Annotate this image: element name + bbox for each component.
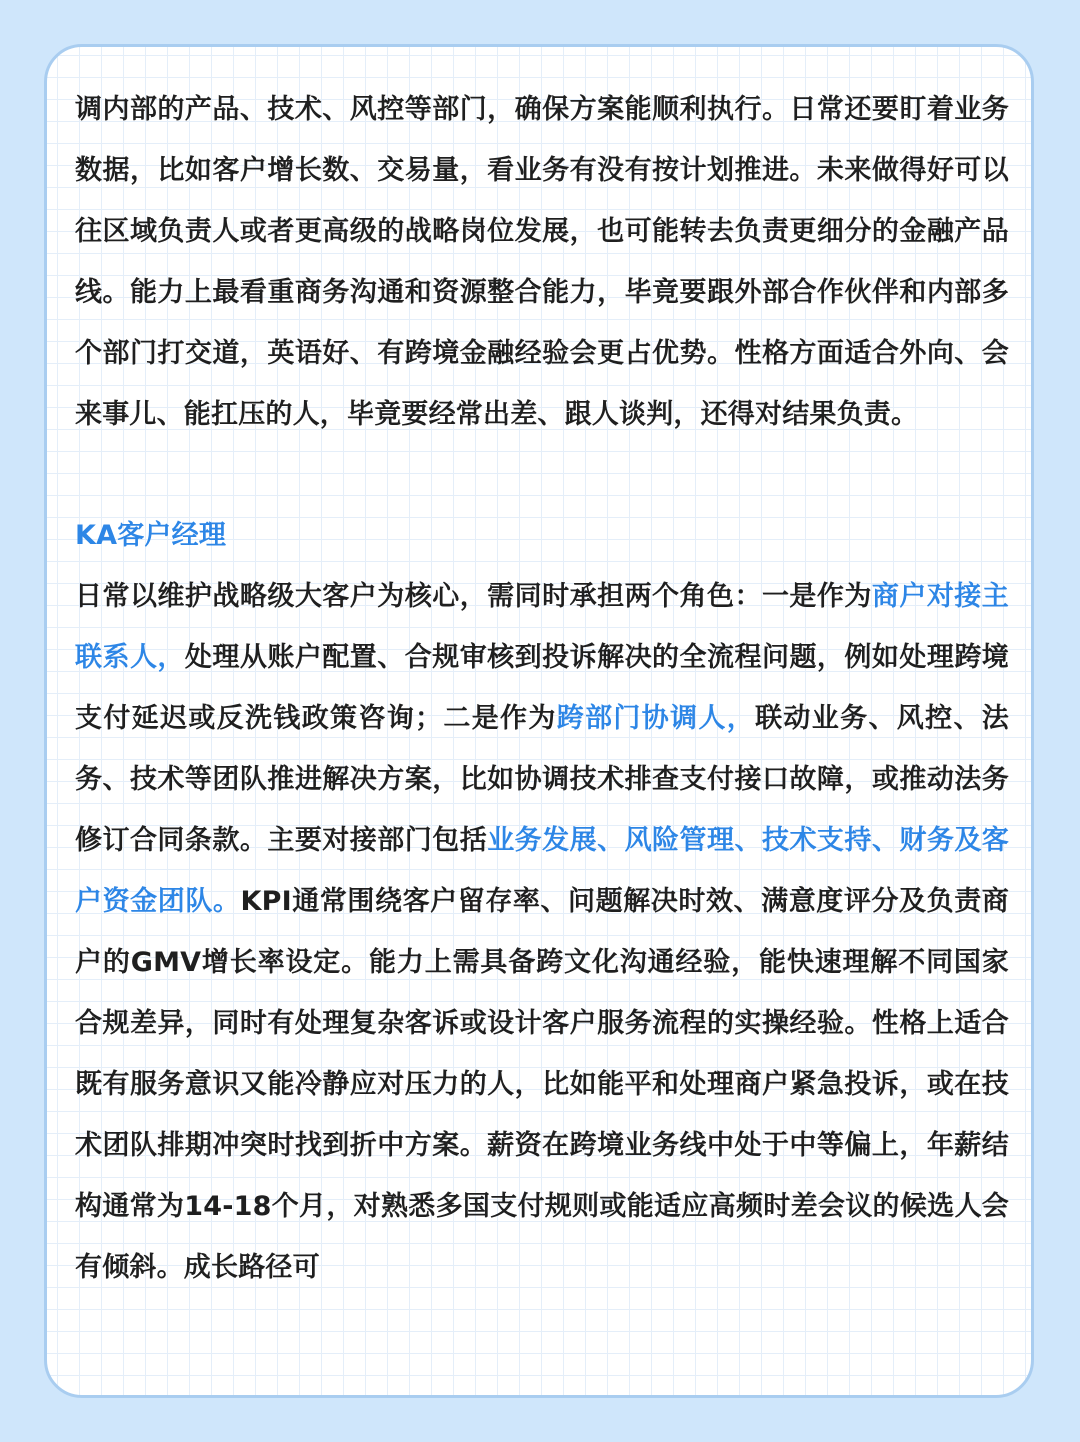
body-text-1: 日常以维护战略级大客户为核心，需同时承担两个角色：一是作为 bbox=[75, 581, 872, 612]
section-heading: KA客户经理 bbox=[75, 520, 227, 551]
highlight-cross-dept-coordinator: 跨部门协调人， bbox=[556, 703, 756, 734]
content-card bbox=[44, 44, 1034, 1398]
top-paragraph: 调内部的产品、技术、风控等部门，确保方案能顺利执行。日常还要盯着业务数据，比如客户增长数、交易量，看业务有没有按计划推进。未来做得好可以往区域负责人或者更高级的战略岗位发展，也可能转去负责更细分的金融产品线。能力上最看重商务沟通和资源整合能力，毕竟要跟外部合作伙伴和内部多个部门打交道，英语好、有跨境金融经验会更占优势。性格方面适合外向、会来事儿、能扛压的人，毕竟要经常出差、跟人谈判，还得对结果负责。 bbox=[75, 94, 1009, 430]
section-body bbox=[75, 566, 1009, 1298]
body-text-3: 联动业务、风控、法务、技术等团队推进解决方案，比如协调技术排查支付接口故障，或推动法务修订合同条款。主要对接部门包括 bbox=[75, 703, 1009, 856]
article-content bbox=[75, 79, 1009, 1298]
body-text-2: 处理从账户配置、合规审核到投诉解决的全流程问题，例如处理跨境支付延迟或反洗钱政策咨询；二是作为 bbox=[75, 642, 1009, 734]
highlight-departments: 业务发展、风险管理、技术支持、财务及客户资金团队。 bbox=[75, 825, 1009, 917]
body-text-4: KPI通常围绕客户留存率、问题解决时效、满意度评分及负责商户的GMV增长率设定。能力上需具备跨文化沟通经验，能快速理解不同国家合规差异，同时有处理复杂客诉或设计客户服务流程的实操经验。性格上适合既有服务意识又能冷静应对压力的人，比如能平和处理商户紧急投诉，或在技术团队排期冲突时找到折中方案。薪资在跨境业务线中处于中等偏上，年薪结构通常为14-18个月，对熟悉多国支付规则或能适应高频时差会议的候选人会有倾斜。成长路径可 bbox=[75, 886, 1009, 1283]
section-gap bbox=[75, 445, 1009, 505]
highlight-merchant-contact: 商户对接主联系人， bbox=[75, 581, 1009, 673]
